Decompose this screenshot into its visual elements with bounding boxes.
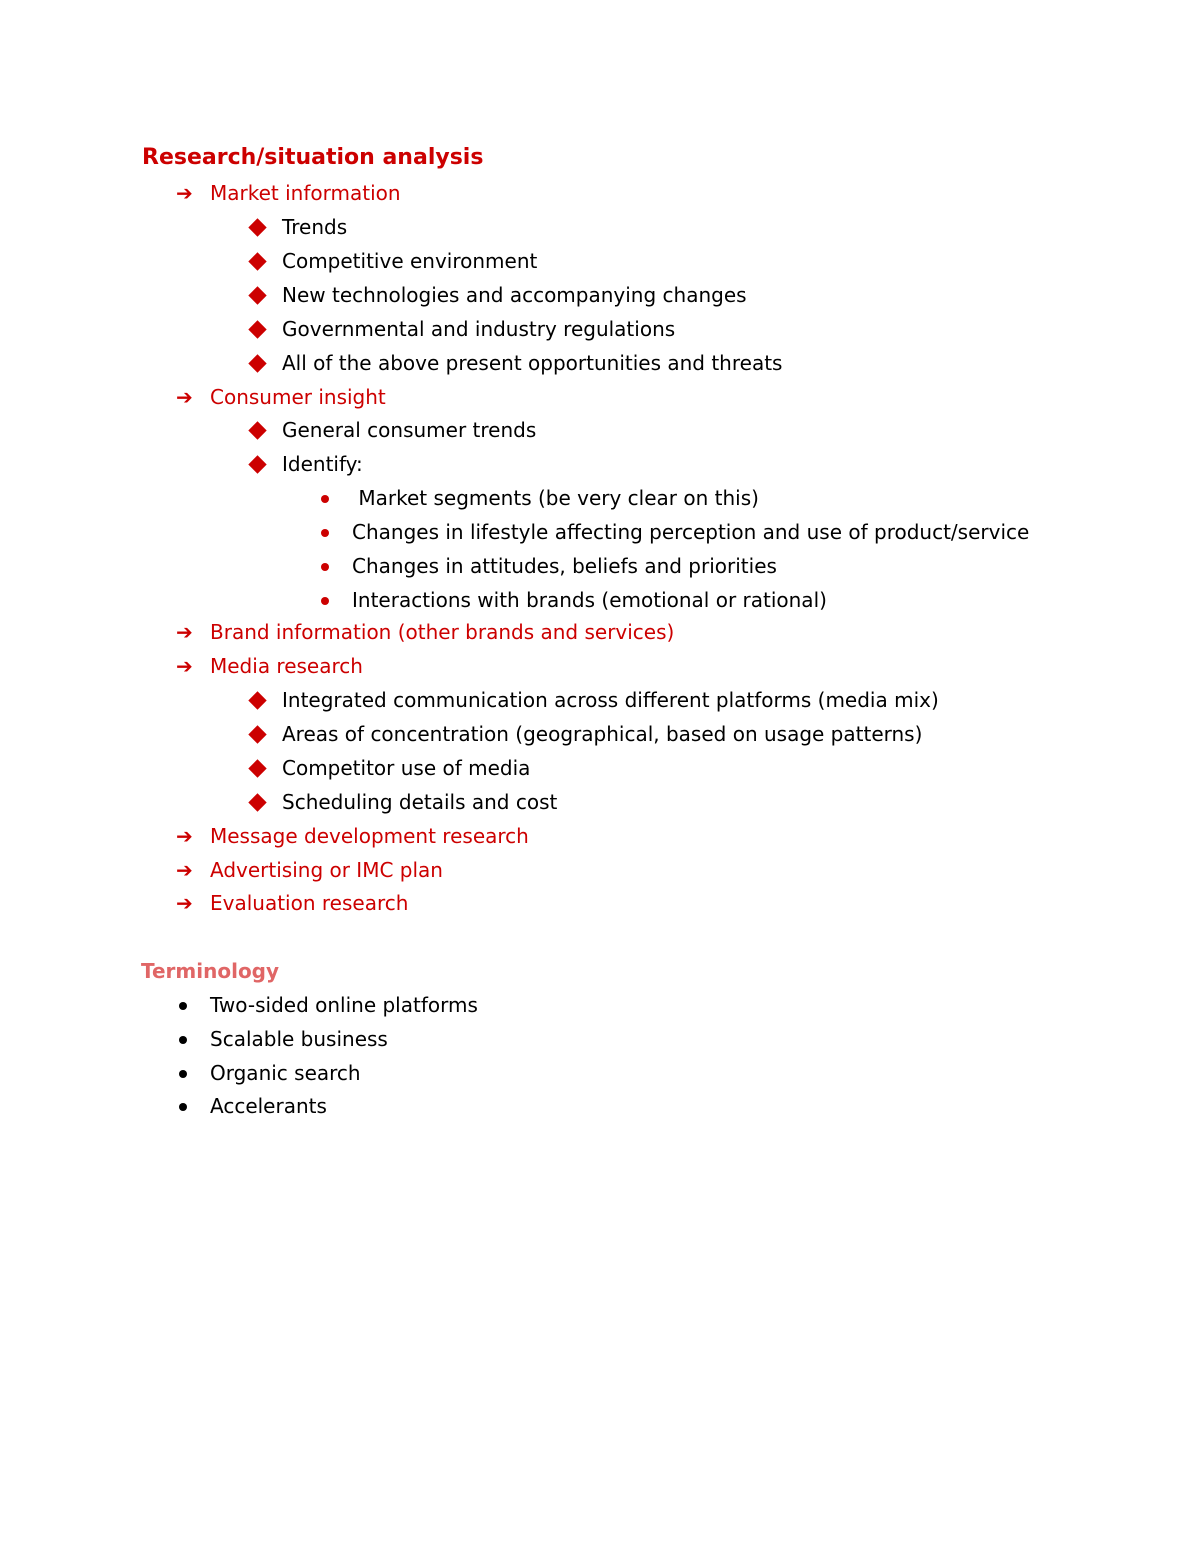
arrow-right-icon: ➔ [176,181,193,205]
arrow-right-icon: ➔ [176,385,193,409]
list-item-label: Advertising or IMC plan [210,858,443,882]
list-item-label: Changes in attitudes, beliefs and priorities [352,554,777,578]
list-item-label: Competitive environment [282,249,538,273]
list-item-label: Interactions with brands (emotional or rational) [352,588,827,612]
list-item-label: Scalable business [210,1027,388,1051]
arrow-right-icon: ➔ [176,824,193,848]
dot-icon [321,495,329,503]
dot-icon [179,1103,187,1111]
list-item-label: Market segments (be very clear on this) [352,486,759,510]
list-item-label: Media research [210,654,363,678]
diamond-icon [248,286,266,304]
list-item-label: Message development research [210,824,529,848]
diamond-icon [248,421,266,439]
list-item-label: Changes in lifestyle affecting perception and use of product/service [352,520,1030,544]
list-item-label: Consumer insight [210,385,386,409]
list-item-label: General consumer trends [282,418,537,442]
list-item-label: Scheduling details and cost [282,790,558,814]
diamond-icon [248,320,266,338]
list-item-label: Areas of concentration (geographical, based on usage patterns) [282,722,923,746]
list-item-label: Governmental and industry regulations [282,317,676,341]
diamond-icon [248,793,266,811]
list-item-label: Integrated communication across different platforms (media mix) [282,688,939,712]
diamond-icon [248,218,266,236]
list-item-label: Two-sided online platforms [210,993,478,1017]
diamond-icon [248,759,266,777]
dot-icon [321,529,329,537]
dot-icon [321,563,329,571]
dot-icon [179,1070,187,1078]
list-item-label: New technologies and accompanying changes [282,283,747,307]
list-item-label: Brand information (other brands and services) [210,620,675,644]
dot-icon [179,1036,187,1044]
list-item-label: Organic search [210,1061,361,1085]
list-item-label: All of the above present opportunities and threats [282,351,783,375]
diamond-icon [248,725,266,743]
list-item-label: Market information [210,181,401,205]
section-heading-research: Research/situation analysis [142,145,484,170]
list-item-label: Accelerants [210,1094,327,1118]
arrow-right-icon: ➔ [176,891,193,915]
arrow-right-icon: ➔ [176,654,193,678]
list-item-label: Evaluation research [210,891,409,915]
dot-icon [179,1002,187,1010]
diamond-icon [248,691,266,709]
arrow-right-icon: ➔ [176,858,193,882]
diamond-icon [248,354,266,372]
section-heading-terminology: Terminology [141,959,280,983]
diamond-icon [248,455,266,473]
dot-icon [321,597,329,605]
list-item-label: Identify: [282,452,363,476]
arrow-right-icon: ➔ [176,620,193,644]
list-item-label: Competitor use of media [282,756,531,780]
diamond-icon [248,252,266,270]
list-item-label: Trends [282,215,348,239]
